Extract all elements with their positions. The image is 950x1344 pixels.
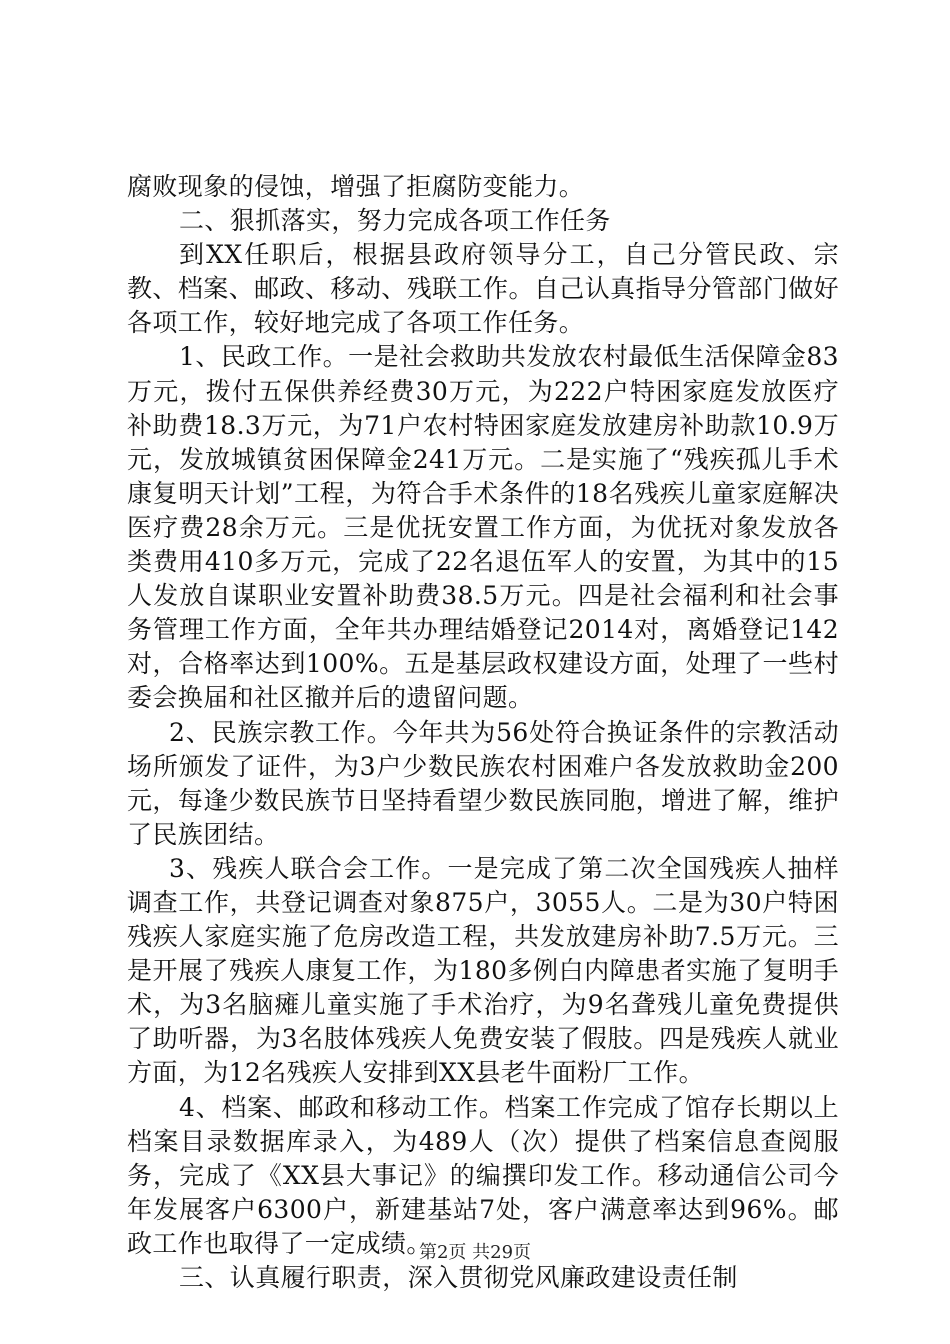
section-heading-2: 二、狠抓落实，努力完成各项工作任务 [179,206,611,236]
paragraph-continuation: 腐败现象的侵蚀，增强了拒腐防变能力。 [127,172,585,201]
paragraph-civil-affairs: 1、民政工作。一是社会救助共发放农村最低生活保障金83万元，拨付五保供养经费30万元，为222户特困家庭发放医疗补助费18.3万元，为71户农村特困家庭发放建房补助款10.9万元，发放城镇贫困保障金241万元。二是实施了“残疾孤儿手术康复明天计划”工程，为符合手术条件的18名残疾儿童家庭解决医疗费28余万元。三是优抚安置工作方面，为优抚对象发放各类费用410多万元，完成了22名退伍军人的安置，为其中的15人发放自谋职业安置补助费38.5万元。四是社会福利和社会事务管理工作方面，全年共办理结婚登记2014对，离婚登记142对，合格率达到100%。五是基层政权建设方面，处理了一些村委会换届和社区撤并后的遗留问题。 [127,342,839,713]
page-number-footer: 第2页 共29页 [418,1242,532,1263]
document-body [127,170,839,1295]
paragraph-archives-postal: 4、档案、邮政和移动工作。档案工作完成了馆存长期以上档案目录数据库录入，为489人（次）提供了档案信息查阅服务，完成了《XX县大事记》的编撰印发工作。移动通信公司今年发展客户6300户，新建基站7处，客户满意率达到96%。邮政工作也取得了一定成绩。 [127,1092,839,1258]
paragraph-intro: 到XX任职后，根据县政府领导分工，自己分管民政、宗教、档案、邮政、移动、残联工作。自己认真指导分管部门做好各项工作，较好地完成了各项工作任务。 [127,240,839,338]
paragraph-disabled-federation: 3、残疾人联合会工作。一是完成了第二次全国残疾人抽样调查工作，共登记调查对象875户，3055人。二是为30户特困残疾人家庭实施了危房改造工程，共发放建房补助7.5万元。三是开展了残疾人康复工作，为180多例白内障患者实施了复明手术，为3名脑瘫儿童实施了手术治疗，为9名聋残儿童免费提供了助听器，为3名肢体残疾人免费安装了假肢。四是残疾人就业方面，为12名残疾人安排到XX县老牛面粉厂工作。 [127,853,839,1088]
paragraph-ethnic-religion: 2、民族宗教工作。今年共为56处符合换证条件的宗教活动场所颁发了证件，为3户少数民族农村困难户各发放救助金200元，每逢少数民族节日坚持看望少数民族同胞，增进了解，维护了民族团结。 [127,717,839,849]
section-heading-3: 三、认真履行职责，深入贯彻党风廉政建设责任制 [179,1263,738,1292]
